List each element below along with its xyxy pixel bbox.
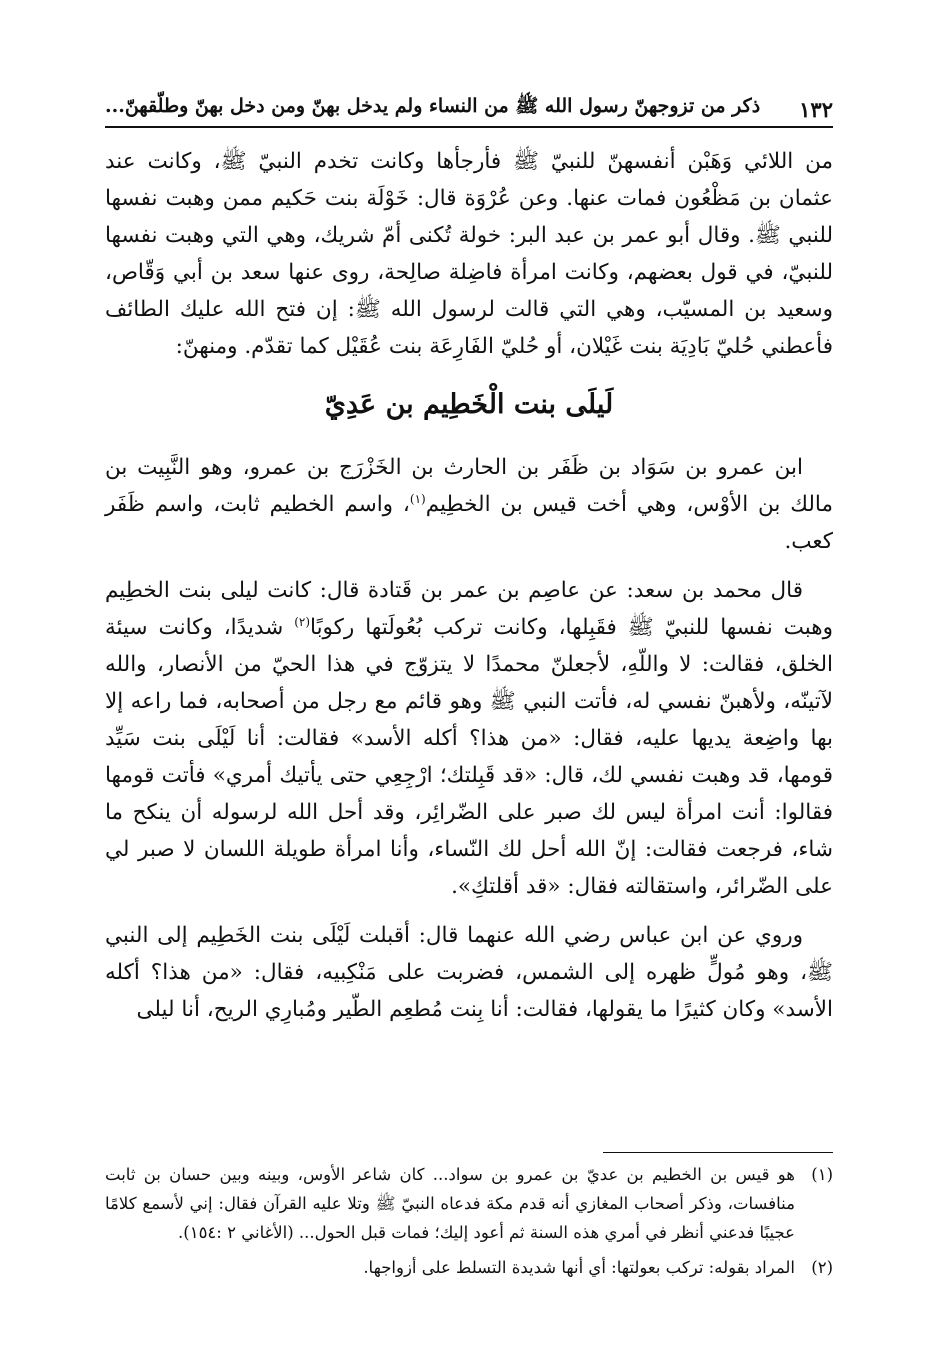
footnote-text: هو قيس بن الخطيم بن عديّ بن عمرو بن سواد... كان شاعر الأوس، وبينه وبين حسان بن ثابت منافسات، وذكر أصحاب المغازي أنه قدم مكة فدعاه النبيّ ﷺ وتلا عليه القرآن فقال: إني لأسمع كلامًا عجيبًا فدعني أنظر في أمري هذه السنة ثم أعود إليك؛ فمات قبل الحول... (الأغاني ٢ :١٥٤). (105, 1165, 795, 1242)
section-title: لَيلَى بنت الْخَطِيم بن عَدِيّ (324, 389, 614, 420)
lineage-text-b: ، واسم الخطيم ثابت، واسم ظَفَر كعب. (105, 492, 833, 554)
main-text (105, 143, 833, 1040)
footnote-2 (105, 1253, 833, 1282)
footnotes (105, 1160, 833, 1288)
footnote-ref-1[interactable]: (١) (409, 491, 426, 506)
footnote-ref-2[interactable]: (٢) (294, 614, 311, 629)
footnote-number: (١) (811, 1165, 833, 1184)
footnote-number: (٢) (811, 1258, 833, 1277)
lineage-text-a: ابن عمرو بن سَوَاد بن ظَفَر بن الحارث بن الخَزْرَج بن عمرو، وهو النَّبِيت بن مالك بن الأوْس، وهي أخت قيس بن الخطِيم (105, 455, 834, 517)
footnote-separator (603, 1152, 833, 1153)
footnote-1 (105, 1160, 833, 1247)
narration-text-b: شديدًا، وكانت سيئة الخلق، فقالت: لا واللّهِ، لأجعلنّ محمدًا لا يتزوّج في هذا الحيّ من الأنصار، والله لآتينّه، ولأهبنّ نفسي له، فأتت النبي ﷺ وهو قائم مع رجل من أصحابه، فما راعه إلا بها واضِعة يديها عليه، فقال: «من هذا؟ أكله الأسد» فقالت: أنا لَيْلَى بنت سَيِّد قومها، قد وهبت نفسي لك، قال: «قد قَبِلتك؛ ارْجِعِي حتى يأتيك أمري» فأتت قومها فقالوا: أنت امرأة ليس لك صبر على الضّرائِر، وقد أحل الله لرسوله أن ينكح ما شاء، فرجعت فقالت: إنّ الله أحل لك النّساء، وأنا امرأة طويلة اللسان لا صبر لي على الضّرائر، واستقالته فقال: «قد أقلتكِ». (105, 615, 833, 899)
running-title: ذكر من تزوجهنّ رسول الله ﷺ من النساء ولم يدخل بهنّ ومن دخل بهنّ وطلّقهنّ... (105, 95, 761, 117)
page-number: ١٣٢ (799, 97, 833, 122)
lineage-paragraph (105, 449, 833, 560)
ibn-abbas-paragraph: وروي عن ابن عباس رضي الله عنهما قال: أقبلت لَيْلَى بنت الخَطِيم إلى النبي ﷺ، وهو مُولٍّ ظهره إلى الشمس، فضربت على مَنْكِبيه، فقال: «من هذا؟ أكله الأسد» وكان كثيرًا ما يقولها، فقالت: أنا بِنت مُطعِم الطّير ومُبارِي الريح، أنا ليلى (105, 923, 833, 1022)
narration-paragraph (105, 572, 833, 905)
narration-text-a: قال محمد بن سعد: عن عاصِم بن عمر بن قَتادة قال: كانت ليلى بنت الخطِيم وهبت نفسها للنبيّ ﷺ فقَبِلها، وكانت تركب بُعُولَتها ركوبًا (105, 578, 833, 640)
running-header (105, 92, 833, 128)
footnote-text: المراد بقوله: تركب بعولتها: أي أنها شديدة التسلط على أزواجها. (363, 1258, 795, 1277)
intro-paragraph: من اللائي وَهَبْن أنفسهنّ للنبيّ ﷺ فأرجأها وكانت تخدم النبيّ ﷺ، وكانت عند عثمان بن مَظْعُون فمات عنها. وعن عُرْوَة قال: خَوْلَة بنت حَكيم ممن وهبت نفسها للنبي ﷺ. وقال أبو عمر بن عبد البر: خولة تُكنى أمّ شريك، وهي التي وهبت نفسها للنبيّ، في قول بعضهم، وكانت امرأة فاضِلة صالِحة، روى عنها سعد بن أبي وَقّاص، وسعيد بن المسيّب، وهي التي قالت لرسول الله ﷺ: إن فتح الله عليك الطائف فأعطني حُليّ بَادِيَة بنت غَيْلان، أو حُليّ الفَارِعَة بنت عُقَيْل كما تقدّم. ومنهنّ: (105, 149, 833, 359)
